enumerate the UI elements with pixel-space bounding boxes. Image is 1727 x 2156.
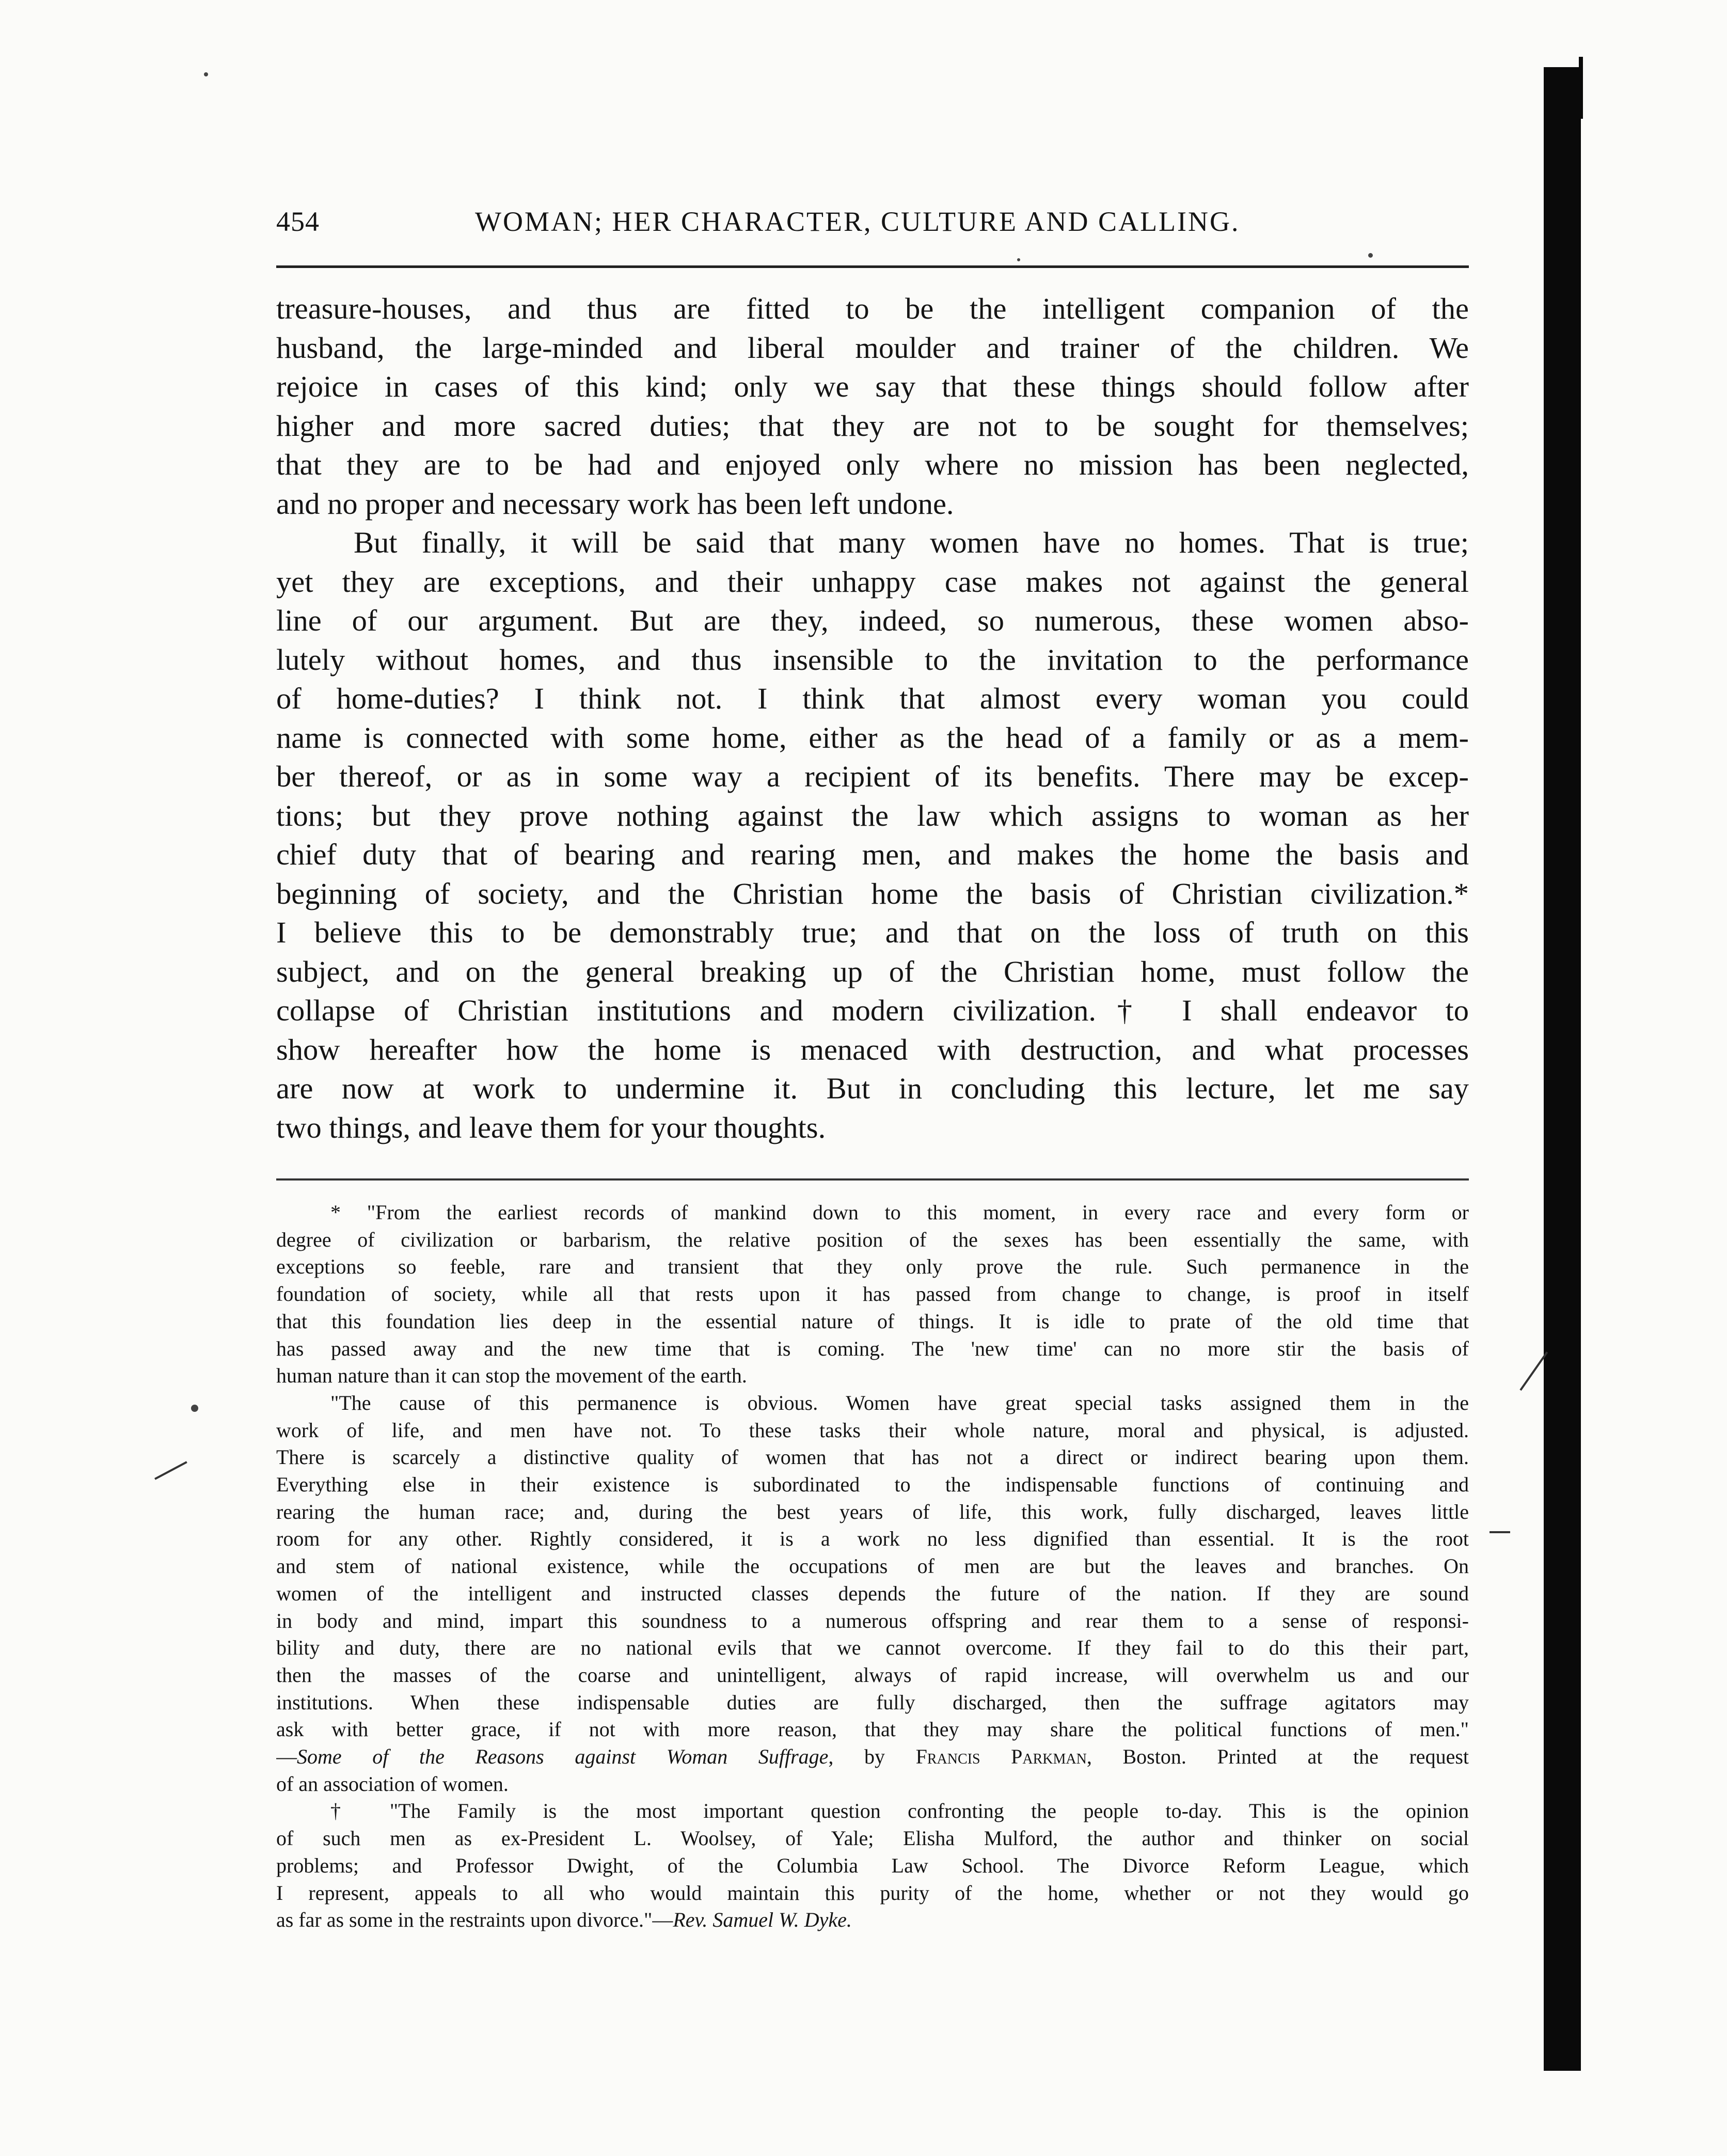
text-line: women of the intelligent and instructed classes depends the future of the nation. If they are sound: [276, 1581, 1469, 1605]
text-line: institutions. When these indispensable duties are fully discharged, then the suffrage agitators may: [276, 1690, 1469, 1714]
text-line: two things, and leave them for your thoughts.: [276, 1110, 826, 1144]
text-line: † "The Family is the most important question confronting the people to-day. This is the opinion: [330, 1799, 1469, 1823]
footnote-2-dash: —: [652, 1908, 673, 1932]
footnote-rule: [276, 1178, 1469, 1181]
text-line: There is scarcely a distinctive quality of women that has not a direct or indirect bearing upon them.: [276, 1445, 1469, 1469]
text-line: collapse of Christian institutions and modern civilization.† I shall endeavor to: [276, 994, 1469, 1027]
text-line: has passed away and the new time that is coming. The 'new time' can no more stir the basis of: [276, 1336, 1469, 1360]
text-line: I believe this to be demonstrably true; and that on the loss of truth on this: [276, 916, 1469, 949]
citation-author: Francis Parkman: [915, 1745, 1087, 1769]
text-line: chief duty that of bearing and rearing men, and makes the home the basis and: [276, 838, 1469, 871]
text-line: show hereafter how the home is menaced with destruction, and what processes: [276, 1032, 1469, 1066]
text-line: of home-duties? I think not. I think that almost every woman you could: [276, 682, 1469, 715]
text-line: exceptions so feeble, rare and transient that they only prove the rule. Such permanence in the: [276, 1255, 1469, 1279]
text-line: in body and mind, impart this soundness to a numerous offspring and rear them to a sense of responsi-: [276, 1609, 1469, 1632]
footnote-1-citation: [276, 1743, 1469, 1771]
text-line: line of our argument. But are they, indeed, so numerous, these women abso-: [276, 604, 1469, 637]
text-line: work of life, and men have not. To these tasks their whole nature, moral and physical, is adjusted.: [276, 1418, 1469, 1442]
scanner-edge-bar: [1544, 67, 1581, 2071]
footnotes: [276, 1199, 1469, 1934]
text-line: "The cause of this permanence is obvious. Women have great special tasks assigned them in the: [330, 1391, 1469, 1414]
scan-speck: [191, 1405, 198, 1412]
scanner-edge-notch: [1579, 57, 1583, 119]
text-line: human nature than it can stop the movement of the earth.: [276, 1364, 747, 1388]
text-line: Everything else in their existence is subordinated to the indispensable functions of continuing and: [276, 1473, 1469, 1497]
page-number: 454: [276, 206, 320, 237]
text-line: and stem of national existence, while the occupations of men are but the leaves and branches. On: [276, 1554, 1469, 1578]
text-line: rearing the human race; and, during the best years of life, this work, fully discharged, leaves little: [276, 1500, 1469, 1523]
citation-rest: , Boston. Printed at the request: [1086, 1745, 1469, 1769]
footnote-1-part-2: [276, 1390, 1469, 1743]
footnote-2-last-line: [276, 1907, 1469, 1934]
text-line: foundation of society, while all that rests upon it has passed from change to change, is proof in itself: [276, 1282, 1469, 1306]
text-line: degree of civilization or barbarism, the relative position of the sexes has been essentially the same, with: [276, 1227, 1469, 1251]
text-line: room for any other. Rightly considered, it is a work no less dignified than essential. It is the root: [276, 1527, 1469, 1551]
scan-speck: [204, 72, 208, 76]
text-line: bility and duty, there are no national evils that we cannot overcome. If they fail to do this their part,: [276, 1636, 1469, 1660]
footnote-2-last-text: as far as some in the restraints upon divorce.": [276, 1908, 653, 1932]
text-line: beginning of society, and the Christian home the basis of Christian civilization.*: [276, 876, 1469, 910]
text-line: ask with better grace, if not with more reason, that they may share the political functions of men.": [276, 1718, 1469, 1741]
running-header: [276, 206, 1469, 247]
scan-speck: [1017, 258, 1020, 261]
text-line: problems; and Professor Dwight, of the Columbia Law School. The Divorce Reform League, which: [276, 1853, 1469, 1877]
scan-speck: [1368, 253, 1373, 258]
text-line: then the masses of the coarse and unintelligent, always of rapid increase, will overwhelm us and our: [276, 1663, 1469, 1687]
text-line: that this foundation lies deep in the essential nature of things. It is idle to prate of the old time that: [276, 1309, 1469, 1333]
text-line: yet they are exceptions, and their unhappy case makes not against the general: [276, 564, 1469, 599]
footnote-1-citation-end: of an association of women.: [276, 1772, 509, 1796]
text-line: * "From the earliest records of mankind down to this moment, in every race and every form or: [330, 1201, 1469, 1224]
citation-by: , by: [828, 1745, 916, 1769]
text-line: and no proper and necessary work has been left undone.: [276, 486, 954, 521]
text-line: higher and more sacred duties; that they are not to be sought for themselves;: [276, 408, 1469, 443]
body-text: [276, 289, 1469, 1147]
header-rule: [276, 265, 1469, 268]
scan-mark: [154, 1461, 187, 1480]
text-line: are now at work to undermine it. But in concluding this lecture, let me say: [276, 1072, 1469, 1105]
text-line: name is connected with some home, either as the head of a family or as a mem-: [276, 720, 1469, 754]
text-line: of such men as ex-President L. Woolsey, of Yale; Elisha Mulford, the author and thinker on social: [276, 1827, 1469, 1850]
text-line: lutely without homes, and thus insensible to the invitation to the performance: [276, 642, 1469, 676]
text-line: ber thereof, or as in some way a recipient of its benefits. There may be excep-: [276, 760, 1469, 793]
text-line: But finally, it will be said that many women have no homes. That is true;: [354, 526, 1469, 559]
text-line: tions; but they prove nothing against the law which assigns to woman as her: [276, 798, 1469, 832]
text-line: rejoice in cases of this kind; only we say that these things should follow after: [276, 370, 1469, 403]
text-line: I represent, appeals to all who would maintain this purity of the home, whether or not they would go: [276, 1881, 1469, 1905]
text-line: subject, and on the general breaking up of the Christian home, must follow the: [276, 954, 1469, 988]
text-line: husband, the large-minded and liberal moulder and trainer of the children. We: [276, 331, 1469, 365]
paragraph-1: [276, 289, 1469, 523]
citation-work-title: Some of the Reasons against Woman Suffrage: [297, 1745, 829, 1769]
paragraph-2: [276, 523, 1469, 1147]
footnote-2-attribution: Rev. Samuel W. Dyke.: [673, 1908, 852, 1932]
citation-dash: —: [276, 1745, 297, 1769]
running-title: WOMAN; HER CHARACTER, CULTURE AND CALLING.: [475, 206, 1240, 237]
footnote-1-part-1: [276, 1199, 1469, 1390]
text-line: that they are to be had and enjoyed only where no mission has been neglected,: [276, 448, 1469, 481]
text-line: treasure-houses, and thus are fitted to be the intelligent companion of the: [276, 292, 1469, 325]
scan-mark: [1490, 1531, 1510, 1533]
footnote-2: [276, 1798, 1469, 1907]
